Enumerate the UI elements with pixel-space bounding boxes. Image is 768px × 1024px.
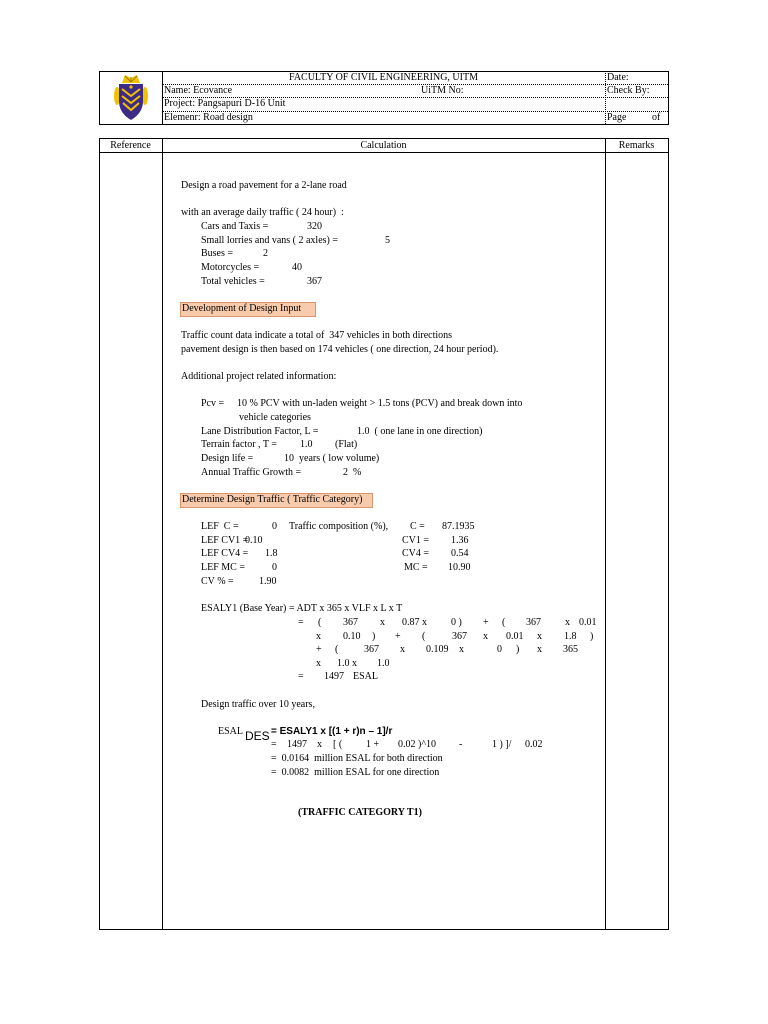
- uitm-no-label: UiTM No:: [421, 85, 464, 96]
- adt-intro: with an average daily traffic ( 24 hour) :: [181, 207, 344, 218]
- element-field: Elemenr: Road design: [164, 112, 253, 123]
- esaly1-token: 0.87 x: [402, 617, 427, 628]
- header-border-left: [99, 71, 100, 125]
- total-value: 367: [307, 276, 322, 287]
- esaly1-token: +: [316, 644, 322, 655]
- growth-label: Annual Traffic Growth =: [201, 467, 302, 478]
- composition-cv4-value: 0.54: [451, 548, 469, 559]
- column-header-calculation: Calculation: [360, 140, 407, 151]
- composition-mc-label: MC =: [404, 562, 428, 573]
- table-border-left: [99, 138, 100, 930]
- esaly1-token: 0.01: [579, 617, 597, 628]
- pcv-text-2: vehicle categories: [239, 412, 311, 423]
- composition-title: Traffic composition (%),: [289, 521, 389, 532]
- lorries-label: Small lorries and vans ( 2 axles) =: [201, 235, 338, 246]
- table-header-divider: [99, 152, 669, 153]
- esaly1-token: x: [483, 631, 488, 642]
- esaly1-token: (: [318, 617, 322, 628]
- motorcycles-value: 40: [292, 262, 302, 273]
- esaly1-token: 0.10: [343, 631, 361, 642]
- esaly1-token: x: [565, 617, 570, 628]
- esal-des-token: 0.02: [525, 739, 543, 750]
- esaly1-token: ): [372, 631, 376, 642]
- esal-des-token: -: [459, 739, 463, 750]
- faculty-title: FACULTY OF CIVIL ENGINEERING, UITM: [289, 72, 478, 83]
- esal-one-direction: = 0.0082 million ESAL for one direction: [271, 767, 440, 778]
- table-divider-remarks: [605, 138, 606, 930]
- esaly1-formula: ESALY1 (Base Year) = ADT x 365 x VLF x L x T: [201, 603, 403, 614]
- lef-mc-value: 0: [272, 562, 277, 573]
- design-life-label: Design life =: [201, 453, 254, 464]
- esaly1-token: =: [298, 617, 304, 628]
- esaly1-token: ): [590, 631, 594, 642]
- esal-des-token: [ (: [333, 739, 343, 750]
- esaly1-token: 1.0: [377, 658, 390, 669]
- lef-cv1-label: LEF CV1 =: [201, 535, 249, 546]
- lef-mc-label: LEF MC =: [201, 562, 245, 573]
- esaly1-token: x: [537, 644, 542, 655]
- lef-c-value: 0: [272, 521, 277, 532]
- esal-des-token: 1497: [287, 739, 307, 750]
- cars-value: 320: [307, 221, 322, 232]
- lef-cv4-label: LEF CV4 =: [201, 548, 249, 559]
- esaly1-token: 365: [563, 644, 578, 655]
- esaly1-token: (: [502, 617, 506, 628]
- esaly1-token: 1.0 x: [337, 658, 357, 669]
- buses-label: Buses =: [201, 248, 234, 259]
- name-field: Name: Ecovance: [164, 85, 233, 96]
- esaly1-token: 0.01: [506, 631, 524, 642]
- check-by-label: Check By:: [607, 85, 650, 96]
- composition-cv1-label: CV1 =: [402, 535, 430, 546]
- header-row-divider-1: [163, 84, 668, 85]
- lane-value: 1.0 ( one lane in one direction): [357, 426, 483, 437]
- total-label: Total vehicles =: [201, 276, 265, 287]
- esaly1-token: 0.109: [426, 644, 449, 655]
- esal-des-subscript: DES: [245, 729, 270, 743]
- esaly1-token: 0: [497, 644, 502, 655]
- terrain-value: 1.0: [300, 439, 313, 450]
- uitm-crest-icon: [112, 74, 150, 122]
- terrain-note: (Flat): [335, 439, 358, 450]
- buses-value: 2: [263, 248, 268, 259]
- page-label: Page: [607, 112, 627, 123]
- cv-pct-value: 1.90: [259, 576, 277, 587]
- esaly1-result-token: ESAL: [353, 671, 378, 682]
- design-life-value: 10 years ( low volume): [284, 453, 380, 464]
- section2-title: Determine Design Traffic ( Traffic Category): [182, 494, 363, 505]
- esaly1-token: 0 ): [451, 617, 462, 628]
- esaly1-token: x: [316, 658, 321, 669]
- pcv-label: Pcv =: [201, 398, 225, 409]
- page-of-label: of: [652, 112, 661, 123]
- composition-cv1-value: 1.36: [451, 535, 469, 546]
- growth-unit: %: [353, 467, 362, 478]
- esal-des-token: x: [317, 739, 322, 750]
- additional-info: Additional project related information:: [181, 371, 337, 382]
- table-border-right: [668, 138, 669, 930]
- esaly1-token: x: [400, 644, 405, 655]
- esal-des-token: 1 +: [366, 739, 380, 750]
- esaly1-token: +: [483, 617, 489, 628]
- header-border-right: [668, 71, 669, 125]
- composition-cv4-label: CV4 =: [402, 548, 430, 559]
- column-header-remarks: Remarks: [618, 140, 655, 151]
- traffic-category: (TRAFFIC CATEGORY T1): [298, 807, 422, 818]
- terrain-label: Terrain factor , T =: [201, 439, 277, 450]
- header-border-bottom: [99, 124, 669, 125]
- growth-value: 2: [343, 467, 348, 478]
- esaly1-token: 1.8: [564, 631, 577, 642]
- cv-pct-label: CV % =: [201, 576, 234, 587]
- lef-c-label: LEF C =: [201, 521, 239, 532]
- lef-cv4-value: 1.8: [265, 548, 278, 559]
- esaly1-token: x: [459, 644, 464, 655]
- esaly1-token: x: [537, 631, 542, 642]
- esaly1-result-token: =: [298, 671, 304, 682]
- count-line-1: Traffic count data indicate a total of 347 vehicles in both directions: [181, 330, 453, 341]
- pcv-text: 10 % PCV with un-laden weight > 1.5 tons (PCV) and break down into: [237, 398, 523, 409]
- esal-des-token: =: [271, 739, 277, 750]
- section1-title: Development of Design Input: [182, 303, 302, 314]
- esal-both-directions: = 0.0164 million ESAL for both direction: [271, 753, 443, 764]
- project-field: Project: Pangsapuri D-16 Unit: [164, 98, 286, 109]
- esaly1-token: 367: [343, 617, 358, 628]
- esal-des-token: 1 ) ]/: [492, 739, 512, 750]
- composition-c-label: C =: [410, 521, 425, 532]
- lef-cv1-value: 0.10: [245, 535, 263, 546]
- esaly1-token: x: [380, 617, 385, 628]
- esaly1-token: ): [516, 644, 520, 655]
- esaly1-token: x: [316, 631, 321, 642]
- design-intro: Design a road pavement for a 2-lane road: [181, 180, 347, 191]
- esal-des-formula: = ESALY1 x [(1 + r)n – 1]/r: [271, 726, 393, 737]
- esaly1-token: (: [422, 631, 426, 642]
- count-line-2: pavement design is then based on 174 vehicles ( one direction, 24 hour period).: [181, 344, 499, 355]
- date-label: Date:: [607, 72, 629, 83]
- esaly1-token: (: [335, 644, 339, 655]
- lorries-value: 5: [385, 235, 390, 246]
- motorcycles-label: Motorcycles =: [201, 262, 260, 273]
- table-divider-reference: [162, 138, 163, 930]
- column-header-reference: Reference: [110, 140, 151, 151]
- esal-des-symbol: ESAL: [218, 726, 243, 737]
- composition-mc-value: 10.90: [448, 562, 471, 573]
- cars-label: Cars and Taxis =: [201, 221, 269, 232]
- esaly1-token: +: [395, 631, 401, 642]
- design-traffic-intro: Design traffic over 10 years,: [201, 699, 315, 710]
- composition-c-value: 87.1935: [442, 521, 475, 532]
- esal-des-token: 0.02 )^10: [398, 739, 437, 750]
- esaly1-token: 367: [452, 631, 467, 642]
- esaly1-result-token: 1497: [324, 671, 344, 682]
- esaly1-token: 367: [364, 644, 379, 655]
- table-border-bottom: [99, 929, 669, 930]
- esaly1-token: 367: [526, 617, 541, 628]
- lane-label: Lane Distribution Factor, L =: [201, 426, 319, 437]
